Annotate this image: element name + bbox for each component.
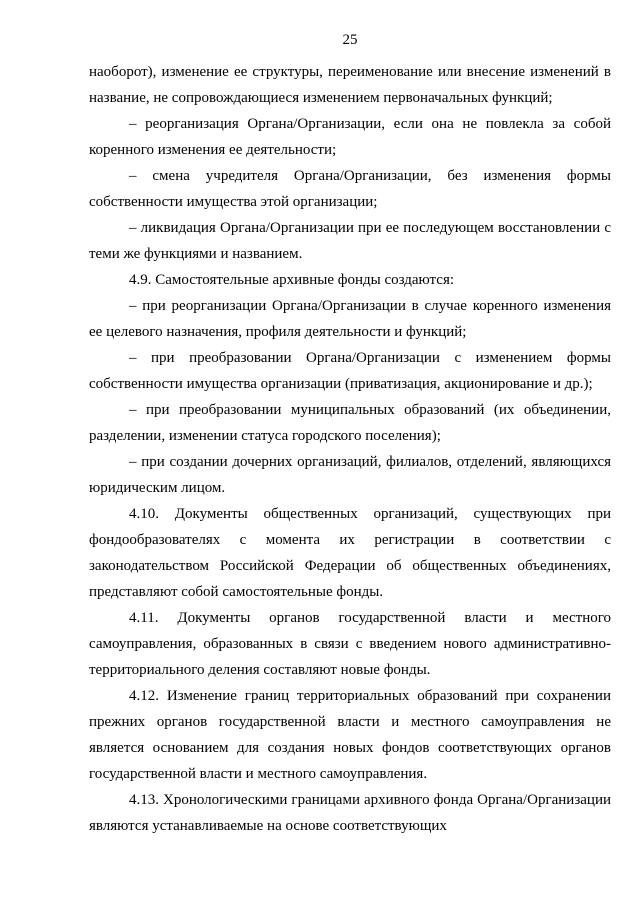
section-4-12: 4.12. Изменение границ территориальных образований при сохранении прежних органов государственной власти и местного самоуправления не является основанием для создания новых фондов соответствующих органов государственной власти и местного самоуправления. xyxy=(89,688,611,782)
section-4-11: 4.11. Документы органов государственной власти и местного самоуправления, образованных в связи с введением нового административно-территориального деления составляют новые фонды. xyxy=(89,610,611,678)
section-4-13: 4.13. Хронологическими границами архивного фонда Органа/Организации являются устанавливаемые на основе соответствующих xyxy=(89,792,611,834)
list-item-reorganization-purpose: – при реорганизации Органа/Организации в случае коренного изменения ее целевого назначения, профиля деятельности и функций; xyxy=(89,298,611,340)
paragraph-continuation: наоборот), изменение ее структуры, переименование или внесение изменений в название, не сопровождающиеся изменением первоначальных функций; xyxy=(89,64,611,106)
document-body xyxy=(89,59,611,839)
list-item-municipal-transform: – при преобразовании муниципальных образований (их объединении, разделении, изменении статуса городского поселения); xyxy=(89,402,611,444)
list-item-ownership-change: – при преобразовании Органа/Организации с изменением формы собственности имущества организации (приватизация, акционирование и др.); xyxy=(89,350,611,392)
document-page xyxy=(89,0,611,905)
section-4-9-heading: 4.9. Самостоятельные архивные фонды создаются: xyxy=(129,272,455,288)
page-number: 25 xyxy=(342,32,358,48)
list-item-liquidation: – ликвидация Органа/Организации при ее последующем восстановлении с теми же функциями и названием. xyxy=(89,220,611,262)
section-4-10: 4.10. Документы общественных организаций, существующих при фондообразователях с момента их регистрации в соответствии с законодательством Российской Федерации об общественных объединениях, представляют собой самостоятельные фонды. xyxy=(89,506,611,600)
list-item-subsidiaries: – при создании дочерних организаций, филиалов, отделений, являющихся юридическим лицом. xyxy=(89,454,611,496)
list-item-reorganization: – реорганизация Органа/Организации, если она не повлекла за собой коренного изменения ее деятельности; xyxy=(89,116,611,158)
list-item-founder-change: – смена учредителя Органа/Организации, без изменения формы собственности имущества этой организации; xyxy=(89,168,611,210)
